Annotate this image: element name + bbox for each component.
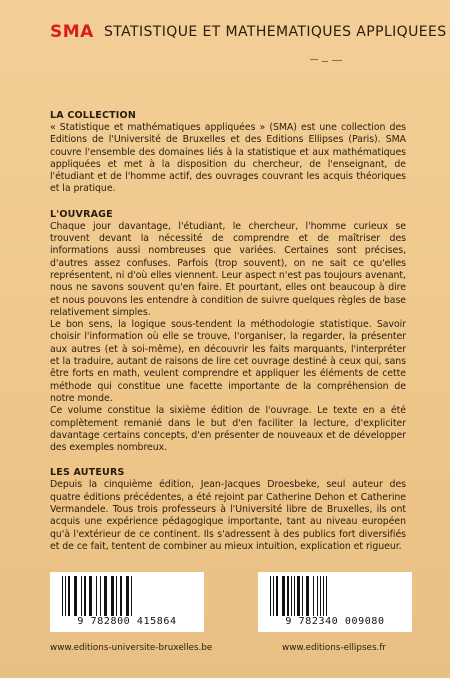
barcode-bar xyxy=(306,576,309,616)
barcode-bar xyxy=(291,576,292,616)
collection-paragraph: « Statistique et mathématiques appliquées » (SMA) est une collection des Editions de l'Université de Bruxelles et des Editions Ellipses (Paris). SMA couvre l'ensemble des domaines liés à la statistique et aux mathématiques appliquées et met à la disposition du chercheur, de l'enseignant, de l'étudiant et de l'homme actif, des ouvrages couvrant les acquis théoriques et la pratique. xyxy=(50,122,406,195)
section-title-collection: LA COLLECTION xyxy=(50,110,136,121)
barcode-right xyxy=(258,572,412,632)
barcode-left-digits: 9 782800 415864 xyxy=(77,616,177,627)
series-name: STATISTIQUE ET MATHEMATIQUES APPLIQUEES xyxy=(104,24,447,40)
barcode-bar xyxy=(317,576,318,616)
cover-text xyxy=(50,110,406,553)
website-left[interactable]: www.editions-universite-bruxelles.be xyxy=(50,643,213,653)
barcode-bar xyxy=(74,576,77,616)
barcode-bar xyxy=(302,576,303,616)
barcode-bar xyxy=(320,576,321,616)
series-code: SMA xyxy=(50,22,94,42)
barcode-right-digits: 9 782340 009080 xyxy=(285,616,385,627)
barcode-right-bars xyxy=(268,576,402,616)
barcode-bar xyxy=(126,576,129,616)
barcode-bar xyxy=(297,576,300,616)
barcode-bar xyxy=(65,576,66,616)
barcode-bar xyxy=(100,576,101,616)
section-title-auteurs: LES AUTEURS xyxy=(50,467,125,479)
website-right[interactable]: www.editions-ellipses.fr xyxy=(282,643,387,653)
barcode-bar xyxy=(273,576,274,616)
barcode-bar xyxy=(120,576,122,616)
barcode-bar xyxy=(323,576,324,616)
barcode-bar xyxy=(111,576,114,616)
barcode-bar xyxy=(116,576,117,616)
barcode-bar xyxy=(326,576,327,616)
scratch-marks xyxy=(310,58,346,64)
barcode-left xyxy=(50,572,204,632)
barcode-bar xyxy=(89,576,92,616)
barcode-bar xyxy=(68,576,70,616)
ouvrage-paragraph-2: Le bon sens, la logique sous-tendent la méthodologie statistique. Savoir choisir l'information où elle se trouve, l'organiser, la regarder, la présenter aux autres (et à soi-même), en découvrir les faits marquants, l'interpréter et la traduire, autant de raisons de lire cet ouvrage destiné à ceux qui, sans être forts en math, veulent comprendre et appliquer les éléments de cette méthode qui constitue une facette importante de la compréhension de notre monde. xyxy=(50,319,406,404)
barcode-bar xyxy=(313,576,314,616)
ouvrage-paragraph-3: Ce volume constitue la sixième édition de l'ouvrage. Le texte en a été complètement remanié dans le but d'en faciliter la lecture, d'expliciter davantage certains concepts, d'en présenter de nouveaux et de développer des exemples nombreux. xyxy=(50,405,406,454)
barcode-bar xyxy=(84,576,86,616)
barcode-bar xyxy=(276,576,278,616)
auteurs-paragraph: Depuis la cinquième édition, Jean-Jacques Droesbeke, seul auteur des quatre éditions précédentes, a été rejoint par Catherine Dehon et Catherine Vermandele. Tous trois professeurs à l'Université libre de Bruxelles, ils ont acquis une expérience pédagogique importante, tant au niveau européen qu'à l'extérieur de ce continent. Ils s'adressent à des publics fort diversifiés et de ce fait, tentent de combiner au mieux intuition, explication et rigueur. xyxy=(50,479,406,552)
barcode-bar xyxy=(81,576,82,616)
ouvrage-paragraph-1: Chaque jour davantage, l'étudiant, le chercheur, l'homme curieux se trouvent devant la nécessité de comprendre et de maîtriser des informations aussi nombreuses que variées. Certaines sont précises, d'autres assez confuses. Parfois (trop souvent), on ne sait ce qu'elles représentent, ni d'où elles viennent. Leur aspect n'est pas toujours avenant, nous ne savons souvent qu'en faire. Et pourtant, elles ont beaucoup à dire et nous pouvons les entendre à condition de suivre quelques règles de base relativement simples. xyxy=(50,220,406,318)
barcode-bar xyxy=(104,576,107,616)
header xyxy=(0,0,450,88)
barcode-bar xyxy=(287,576,289,616)
barcode-bar xyxy=(270,576,271,616)
section-title-ouvrage: L'OUVRAGE xyxy=(50,208,113,220)
barcode-left-bars xyxy=(60,576,194,616)
barcode-bar xyxy=(62,576,63,616)
barcode-bar xyxy=(294,576,295,616)
barcode-bar xyxy=(282,576,285,616)
barcode-bar xyxy=(131,576,132,616)
barcode-bar xyxy=(96,576,97,616)
